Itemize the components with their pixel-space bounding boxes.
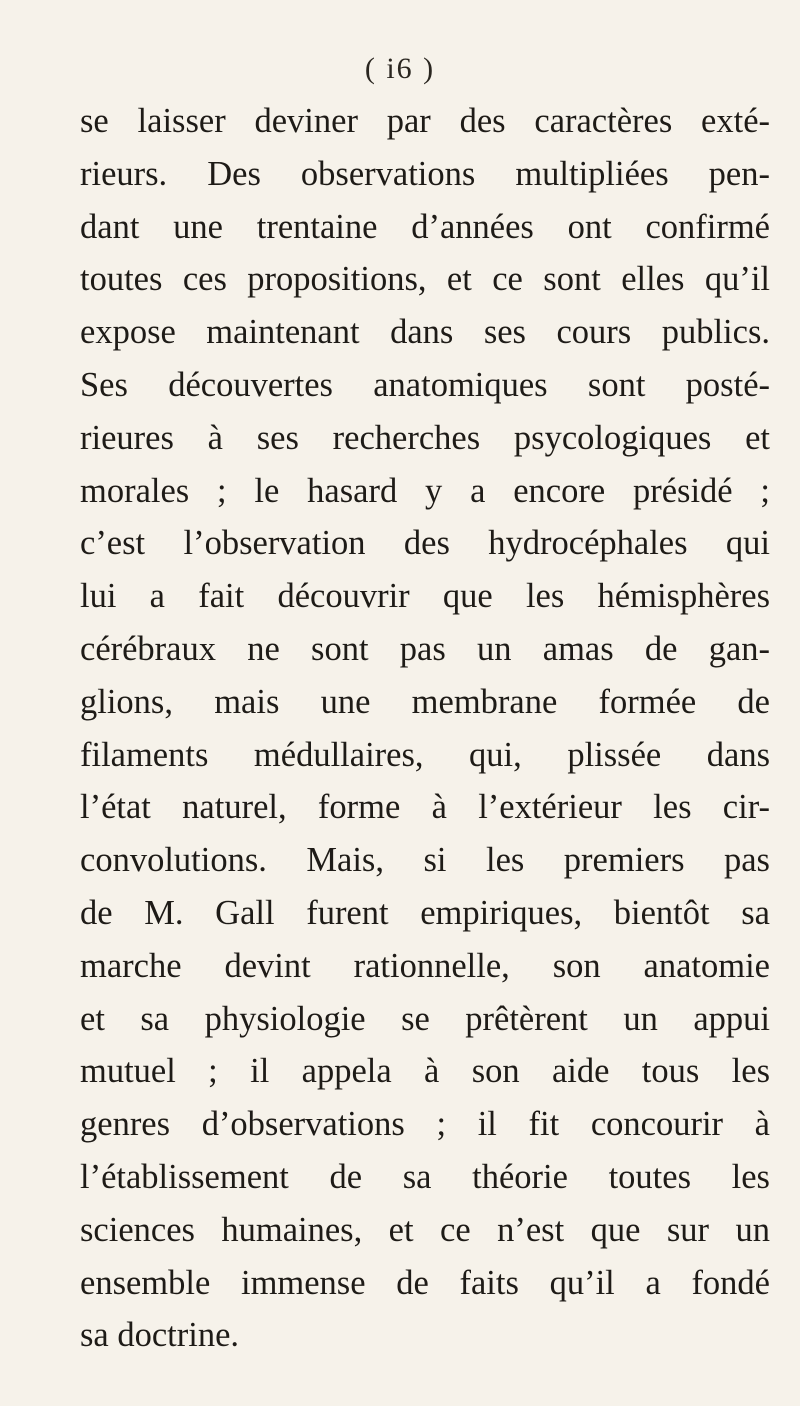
text-line: sa doctrine.	[80, 1316, 240, 1355]
text-line: l’établissement de sa théorie toutes les	[80, 1157, 770, 1196]
text-line: sciences humaines, et ce n’est que sur un	[80, 1210, 770, 1249]
text-line: de M. Gall furent empiriques, bientôt sa	[80, 893, 770, 932]
text-line: toutes ces propositions, et ce sont elles qu’il	[80, 260, 770, 299]
text-line: cérébraux ne sont pas un amas de gan-	[80, 629, 770, 668]
text-line: expose maintenant dans ses cours publics.	[80, 313, 770, 352]
text-line: Ses découvertes anatomiques sont posté-	[80, 365, 770, 404]
text-line: glions, mais une membrane formée de	[80, 682, 770, 721]
text-line: rieures à ses recherches psycologiques et	[80, 418, 770, 457]
text-line: filaments médullaires, qui, plissée dans	[80, 735, 770, 774]
text-line: ensemble immense de faits qu’il a fondé	[80, 1263, 770, 1302]
text-line: dant une trentaine d’années ont confirmé	[80, 207, 770, 246]
body-text	[80, 95, 770, 1362]
text-line: se laisser deviner par des caractères exté-	[80, 102, 770, 140]
text-line: et sa physiologie se prêtèrent un appui	[80, 999, 770, 1038]
text-line: morales ; le hasard y a encore présidé ;	[80, 471, 770, 510]
text-line: convolutions. Mais, si les premiers pas	[80, 841, 770, 880]
page-number: ( i6 )	[364, 52, 436, 85]
text-line: lui a fait découvrir que les hémisphères	[80, 577, 770, 616]
text-line: mutuel ; il appela à son aide tous les	[80, 1052, 770, 1091]
text-line: l’état naturel, forme à l’extérieur les cir-	[80, 788, 770, 827]
text-line: genres d’observations ; il fit concourir à	[80, 1105, 770, 1144]
text-line: rieurs. Des observations multipliées pen-	[80, 154, 770, 193]
text-line: marche devint rationnelle, son anatomie	[80, 946, 770, 985]
text-line: c’est l’observation des hydrocéphales qui	[80, 524, 770, 563]
